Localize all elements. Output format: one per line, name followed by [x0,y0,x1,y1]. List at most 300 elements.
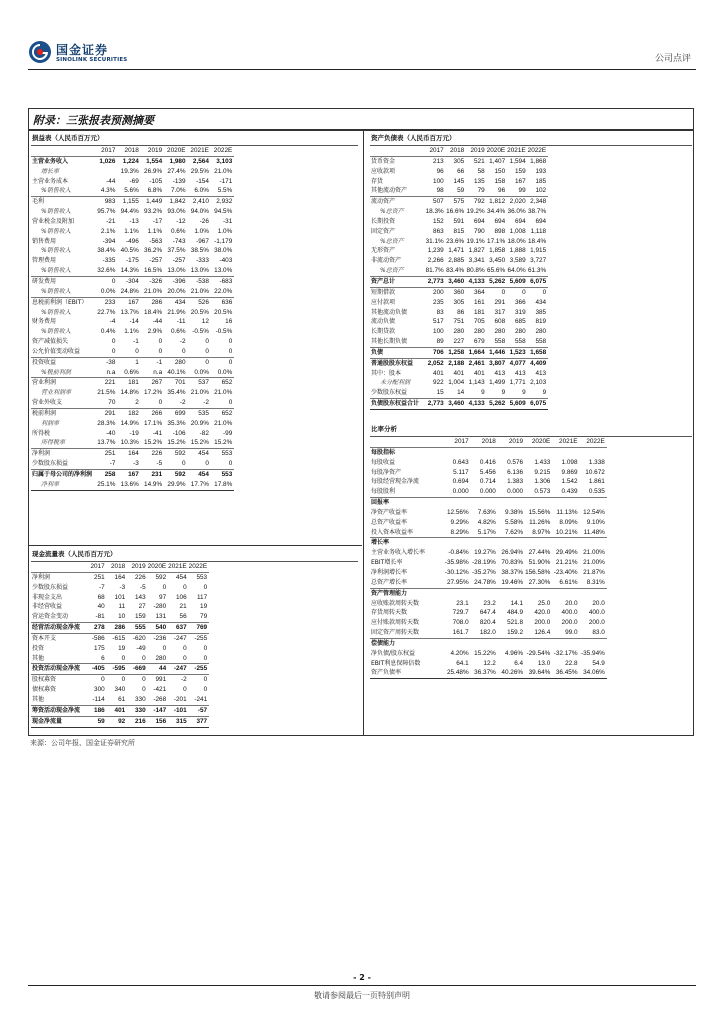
row-label: 普通股股东权益 [371,359,414,367]
value-cell: 18.3% [425,208,444,216]
row-label: 非经营收益 [32,603,63,611]
value-cell: 24.78% [471,578,498,588]
value-cell: 24.8% [117,287,140,297]
value-cell: 14 [446,388,466,398]
value-cell: 454 [198,450,209,458]
value-cell: -257 [172,257,186,265]
value-cell: 0 [211,459,234,469]
value-cell: 1,658 [528,347,548,358]
value-cell: 9 [507,388,527,398]
value-cell: 19.3% [120,167,139,175]
year-header-cell: 2020E [487,146,507,156]
row-label: 负债股东权益合计 [370,399,425,410]
row-label: 投资 [32,644,45,652]
value-cell: 0 [162,583,167,591]
value-cell: 0 [111,338,116,346]
value-cell: 26.94% [501,549,524,557]
table-row [31,429,234,439]
value-cell: 83.0 [580,628,607,638]
row-label: 投入资本收益率 [370,528,443,538]
value-cell: 27.30% [525,578,552,588]
value-cell: -31 [223,217,233,225]
value-cell: 291 [494,298,506,306]
row-label: %销售收入 [41,227,71,235]
value-cell: -396 [172,277,186,285]
row-label: %销售收入 [41,308,71,316]
year-header-cell: 2018 [446,146,466,156]
row-label: 资本开支 [32,634,57,642]
value-cell: 2,773 [425,399,445,410]
row-label: 净资产收益率 [371,508,408,516]
value-cell: 25.0 [537,599,551,607]
value-cell [580,538,607,548]
table-row [31,227,234,237]
value-cell: 591 [453,217,465,225]
value-cell: 251 [94,573,105,581]
value-cell: 0 [183,686,187,694]
value-cell: -394 [102,237,116,245]
value-cell [498,538,525,548]
value-cell: 1.861 [588,478,605,486]
value-cell: 101 [114,593,126,601]
value-cell: 38.5% [190,247,209,255]
value-cell: 200.0 [588,619,605,627]
value-cell: 558 [507,337,527,347]
table-row [370,528,607,538]
value-cell: 6,075 [528,399,548,410]
value-cell: 216 [127,716,147,727]
value-cell: 983 [104,198,116,206]
value-cell: 400.0 [561,609,578,617]
value-cell: 1,224 [122,157,139,165]
value-cell: 267 [151,379,163,387]
value-cell: -1,179 [214,237,233,245]
value-cell: 401 [433,369,444,377]
row-label: 每股经营现金净流 [371,478,420,486]
table-row [370,618,607,628]
value-cell: 636 [221,298,233,306]
table-row [370,298,548,308]
table-row [31,675,209,685]
value-cell: 1.306 [534,478,551,486]
value-cell: 167 [128,471,139,478]
value-cell: 181 [474,308,485,316]
value-cell: 537 [198,379,209,387]
value-cell: n.a [141,368,164,378]
table-row [370,347,548,358]
value-cell: 708.0 [452,619,469,627]
value-cell: 6,075 [528,276,548,287]
value-cell: 1,026 [99,157,116,165]
value-cell: 10 [107,612,127,622]
value-cell: 0 [142,676,146,684]
row-label: 筹资活动现金净流 [31,705,86,716]
value-cell: 19.2% [466,208,485,216]
value-cell: 305 [453,298,465,306]
value-cell [471,638,498,648]
value-cell: 23.1 [456,599,469,607]
value-cell: 12.54% [583,508,605,516]
value-cell: 21 [179,603,187,611]
value-cell: 156.58% [525,568,551,576]
value-cell: 61.3% [528,266,548,276]
report-type-label: 公司点评 [654,54,691,64]
table-row [31,217,234,227]
value-cell: 12.56% [446,508,469,516]
row-label: 营业利润率 [41,389,72,397]
value-cell: 2,885 [448,257,465,265]
year-header-row [370,146,548,156]
value-cell: 1,842 [169,198,186,206]
value-cell: 182.0 [471,628,498,638]
value-cell: 2,348 [530,198,547,206]
value-cell: 2 [117,398,140,408]
value-cell: 37.5% [167,247,186,255]
cash-flow-title: 现金流量表（人民币百万元） [31,549,358,562]
value-cell: 553 [221,450,233,458]
value-cell: -82 [199,429,209,437]
value-cell: 1,449 [146,198,163,206]
value-cell: 21.5% [97,389,116,397]
table-row [31,716,209,727]
value-cell: -0.5% [192,328,209,336]
row-label: %销售收入 [41,247,71,255]
value-cell [498,588,525,598]
value-cell: 1,554 [146,157,163,165]
value-cell: 143 [135,593,146,601]
year-header-cell: 2022E [189,562,209,572]
value-cell: 330 [127,705,147,716]
value-cell: 0 [205,358,209,366]
value-cell: 0 [141,347,164,357]
value-cell: 94.4% [120,208,139,216]
value-cell: 13.0% [211,266,234,276]
value-cell: -106 [172,429,186,437]
row-label: 存货 [371,177,384,185]
value-cell: 9.29% [450,518,469,526]
value-cell: 1,771 [509,379,526,387]
value-cell: 22.8 [565,659,578,667]
table-row [31,654,209,664]
value-cell: 266 [151,409,163,417]
value-cell: 401 [453,369,465,377]
value-cell: 135 [474,177,485,185]
value-cell: 40 [97,603,105,611]
header-spacer [370,146,425,156]
value-cell: 401 [107,705,127,716]
value-cell: 35.3% [167,419,186,427]
value-cell: 0 [501,288,506,296]
value-cell: 79 [189,612,209,622]
value-cell: 126.4 [525,628,552,638]
table-row [370,358,548,368]
cash-flow-table [31,562,209,728]
row-label: 流动负债 [371,318,396,326]
row-label: 公允价值变动收益 [31,347,94,357]
value-cell: 5.117 [453,468,469,476]
table-row [31,266,234,276]
value-cell: 98 [425,186,445,196]
value-cell: 4,077 [509,359,526,367]
row-label: 少数股东损益 [31,459,94,469]
balance-sheet-title: 资产负债表（人民币百万元） [370,133,692,146]
row-label: 其他 [31,654,86,664]
value-cell: -41 [152,429,163,437]
row-label: 应收账款周转天数 [371,599,420,607]
value-cell: 12 [201,318,209,326]
row-label: %销售收入 [31,186,94,196]
value-cell: 2,773 [425,276,445,287]
value-cell: 1,888 [509,247,526,255]
value-cell [471,538,498,548]
value-cell: 9.38% [504,508,524,516]
table-row [370,308,548,318]
value-cell: 400.0 [588,609,605,617]
column-divider [363,130,364,735]
value-cell: 2,410 [192,198,209,206]
value-cell: 25.1% [94,480,117,490]
value-cell: 16 [225,318,233,326]
table-row [31,357,234,367]
value-cell: 0 [162,644,167,652]
value-cell: 898 [494,227,506,235]
value-cell: -105 [149,177,163,185]
row-label: %销售收入 [41,328,71,336]
value-cell: 278 [86,623,106,634]
table-row [370,649,607,659]
table-row [370,638,607,648]
value-cell: -23.40% [553,568,578,576]
value-cell: 0.573 [525,487,552,497]
value-cell: 20.0 [565,599,578,607]
value-cell: -35.94% [581,649,605,657]
value-cell: 0.6% [170,227,186,235]
value-cell: 280 [494,328,506,336]
value-cell: 8.31% [580,578,607,588]
value-cell: -139 [172,177,186,185]
table-row [370,197,548,207]
value-cell: -595 [107,664,127,675]
value-cell: 521.8 [507,619,524,627]
value-cell: 70.83% [501,559,524,567]
year-header-cell: 2017 [86,562,106,572]
row-label: 净利率 [31,480,94,490]
value-cell: 29.5% [190,167,209,175]
value-cell: 9.215 [534,468,551,476]
value-cell: 14.1 [510,599,524,607]
value-cell: 34.06% [580,668,607,678]
value-cell: 25.48% [443,668,470,678]
value-cell: -35.98% [444,559,469,567]
row-label: 应付账款周转天数 [371,619,420,627]
value-cell: 0.0% [94,287,117,297]
year-header-cell: 2021E [507,146,527,156]
value-cell: 0 [141,398,164,408]
value-cell: -12 [176,217,186,225]
value-cell: 97 [159,593,167,601]
table-row [370,477,607,487]
value-cell: 19 [118,644,126,652]
table-row [31,459,234,469]
value-cell: -421 [153,686,167,694]
year-header-cell: 2020E [525,437,552,447]
value-cell: -280 [153,603,167,611]
value-cell: 0 [522,288,526,296]
row-label: 净利润 [32,573,51,581]
table-row [370,588,607,598]
value-cell: 652 [221,409,233,417]
value-cell: 13.7% [120,308,139,316]
value-cell: 280 [474,328,485,336]
value-cell: -49 [136,644,146,652]
value-cell: 592 [174,471,186,478]
year-header-cell: 2021E [168,562,188,572]
row-label: 少数股东权益 [370,388,425,398]
value-cell: 19 [200,603,208,611]
row-label: 每股收益 [371,458,396,466]
table-row [370,246,548,256]
value-cell: -5 [141,459,164,469]
value-cell: 705 [474,318,485,326]
value-cell: 4.82% [477,518,496,526]
value-cell: 36.45% [552,668,579,678]
value-cell: 18.0% [507,237,526,245]
value-cell: 231 [151,471,163,478]
table-row [370,177,548,187]
value-cell: -241 [189,695,209,705]
value-cell: -57 [189,705,209,716]
value-cell: -236 [153,634,167,642]
value-cell [525,538,552,548]
value-cell: 27 [138,603,146,611]
row-label: 增长率 [371,539,390,547]
table-row [370,388,548,398]
value-cell: 68 [97,593,105,601]
value-cell: 863 [433,227,444,235]
value-cell: 5,609 [507,399,527,410]
row-label: 营运资金变动 [31,612,86,622]
value-cell: 226 [151,450,163,458]
value-cell: -247 [173,634,187,642]
value-cell: 0.0% [188,368,211,378]
value-cell: 106 [175,593,187,601]
value-cell: 5,262 [487,276,507,287]
table-row [31,177,234,187]
table-row [31,337,234,347]
value-cell [443,588,470,598]
income-statement-table [31,146,234,491]
value-cell: 553 [196,573,208,581]
row-label: 资产负债率 [370,668,443,678]
table-row [31,297,234,307]
table-row [370,668,607,678]
table-row [370,207,548,217]
value-cell: 14.8% [120,389,139,397]
row-label: 短期借款 [371,288,396,296]
year-header-cell: 2022E [580,437,607,447]
value-cell: 19.46% [498,578,525,588]
value-cell: 0 [94,347,117,357]
value-cell: 2,932 [216,198,233,206]
value-cell: 20.9% [190,419,209,427]
row-label: 总资产收益率 [371,518,408,526]
value-cell: 1,004 [448,379,465,387]
value-cell [525,638,552,648]
value-cell: -2 [188,398,211,408]
value-cell: 454 [175,573,187,581]
row-label: 未分配利润 [380,379,411,387]
value-cell [552,447,579,457]
value-cell: -669 [127,664,147,675]
value-cell: 61 [107,695,127,705]
row-label: 少数股东损益 [32,583,69,591]
value-cell: 366 [514,298,526,306]
table-row [31,695,209,705]
value-cell: 0 [211,347,234,357]
value-cell: 1,446 [487,347,507,358]
value-cell: 227 [446,337,466,347]
value-cell: 0.000 [471,487,498,497]
table-row [370,608,607,618]
value-cell: n.a [94,368,117,378]
value-cell: 507 [433,198,444,206]
value-cell: 161 [474,298,485,306]
row-label: 净负债/股东权益 [371,649,416,657]
row-label: EBIT增长率 [371,559,403,567]
logo-english-name: SINOLINK SECURITIES [56,57,128,63]
value-cell: 291 [104,409,116,417]
value-cell: 535 [198,409,209,417]
value-cell: 1.1% [124,227,139,235]
value-cell: 3,450 [489,257,506,265]
table-row [31,368,234,378]
value-cell: 2,052 [427,359,444,367]
value-cell: 3,341 [468,257,485,265]
value-cell: 17.2% [144,389,163,397]
year-header-cell: 2017 [443,437,470,447]
value-cell: 32.6% [94,266,117,276]
balance-sheet-table [370,146,548,410]
value-cell: -21 [106,217,116,225]
value-cell: 5,609 [507,276,527,287]
row-label: 所得税率 [31,438,94,448]
header-divider [28,69,696,70]
table-row [370,217,548,227]
row-label: 财务费用 [32,318,57,326]
row-label: 每股股利 [370,487,443,497]
header-spacer [31,562,86,572]
value-cell: 181 [128,379,139,387]
value-cell: 39.64% [525,668,552,678]
value-cell: 96 [487,186,507,196]
value-cell: 1,827 [468,247,485,255]
value-cell [443,447,470,457]
table-row [370,628,607,638]
value-cell: 1.0% [217,227,233,235]
value-cell: 413 [535,369,547,377]
value-cell: 95.7% [97,208,116,216]
value-cell: 64.0% [507,266,527,276]
table-row [370,327,548,337]
value-cell: 21.0% [214,389,233,397]
table-row [31,705,209,716]
value-cell: 17.8% [211,480,234,490]
table-row [31,572,209,582]
value-cell: 56 [168,612,188,622]
value-cell: -26 [199,217,209,225]
value-cell: 0.643 [452,458,469,466]
value-cell: 21.21% [555,559,578,567]
